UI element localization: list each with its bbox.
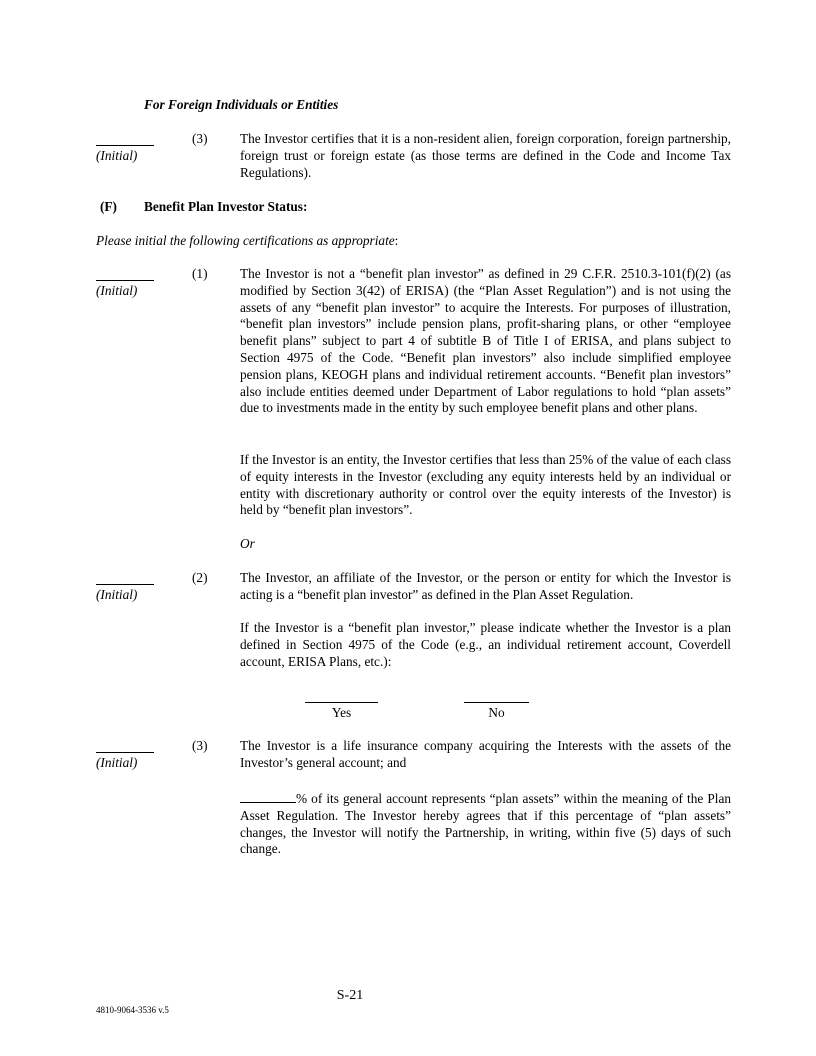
or-separator: Or bbox=[240, 536, 255, 551]
percentage-blank[interactable] bbox=[240, 789, 296, 803]
page-number: S-21 bbox=[336, 988, 364, 1003]
section-title: Benefit Plan Investor Status: bbox=[144, 199, 308, 214]
item-number: (3) bbox=[192, 131, 208, 146]
initial-blank[interactable] bbox=[96, 738, 154, 753]
item3-paragraph2-text: % of its general account represents “plan assets” within the meaning of the Plan Asset Regulation. The Investor hereby agrees that if this percentage of “plan assets” changes, the Investor will notify the Partnership, in writing, within five (5) days of such change. bbox=[240, 791, 731, 857]
foreign-item-text: The Investor certifies that it is a non-resident alien, foreign corporation, foreign partnership, foreign trust or foreign estate (as those terms are defined in the Code and Income Tax Regulations). bbox=[240, 131, 731, 180]
initial-blank[interactable] bbox=[96, 131, 154, 146]
instruction-colon: : bbox=[394, 233, 399, 248]
yes-label: Yes bbox=[331, 705, 352, 720]
document-id: 4810-9064-3536 v.5 bbox=[96, 1005, 169, 1015]
instruction bbox=[96, 233, 398, 250]
section-letter: (F) bbox=[100, 199, 117, 214]
initial-label: (Initial) bbox=[96, 283, 138, 298]
no-blank[interactable] bbox=[464, 688, 529, 703]
initial-blank[interactable] bbox=[96, 570, 154, 585]
item-number: (2) bbox=[192, 570, 208, 585]
item3-paragraph1: The Investor is a life insurance company acquiring the Interests with the assets of the Investor’s general account; and bbox=[240, 738, 731, 770]
item-number: (1) bbox=[192, 266, 208, 281]
instruction-text: Please initial the following certifications as appropriate bbox=[96, 233, 395, 248]
foreign-heading: For Foreign Individuals or Entities bbox=[144, 97, 339, 112]
no-label: No bbox=[488, 705, 505, 720]
initial-label: (Initial) bbox=[96, 148, 138, 163]
initial-label: (Initial) bbox=[96, 587, 138, 602]
item-number: (3) bbox=[192, 738, 208, 753]
initial-blank[interactable] bbox=[96, 266, 154, 281]
item2-paragraph1: The Investor, an affiliate of the Investor, or the person or entity for which the Investor is acting is a “benefit plan investor” as defined in the Plan Asset Regulation. bbox=[240, 570, 731, 602]
initial-label: (Initial) bbox=[96, 755, 138, 770]
item2-paragraph2: If the Investor is a “benefit plan investor,” please indicate whether the Investor is a plan defined in Section 4975 of the Code (e.g., an individual retirement account, Coverdell account, ERISA Plans, etc.): bbox=[240, 620, 731, 669]
item3-paragraph2 bbox=[240, 789, 731, 858]
item1-paragraph2: If the Investor is an entity, the Investor certifies that less than 25% of the value of each class of equity interests in the Investor (excluding any equity interests held by an individual or entity with discretionary authority or control over the equity interests of the Investor) is held by “benefit plan investors”. bbox=[240, 452, 731, 518]
item1-paragraph1: The Investor is not a “benefit plan investor” as defined in 29 C.F.R. 2510.3-101(f)(2) (as modified by Section 3(42) of ERISA) (the “Plan Asset Regulation”) and is not using the assets of any “benefit plan investor” to acquire the Interests. For purposes of illustration, “benefit plan investors” include pension plans, profit-sharing plans, or other “employee benefit plans” subject to part 4 of subtitle B of Title I of ERISA, and plans subject to Section 4975 of the Code. “Benefit plan investors” also include simplified employee pension plans, KEOGH plans and individual retirement accounts. “Benefit plan investors” also include entities deemed under Department of Labor regulations to hold “plan assets” due to investments made in the entity by such employee benefit plans and other plans. bbox=[240, 266, 731, 416]
yes-blank[interactable] bbox=[305, 688, 378, 703]
